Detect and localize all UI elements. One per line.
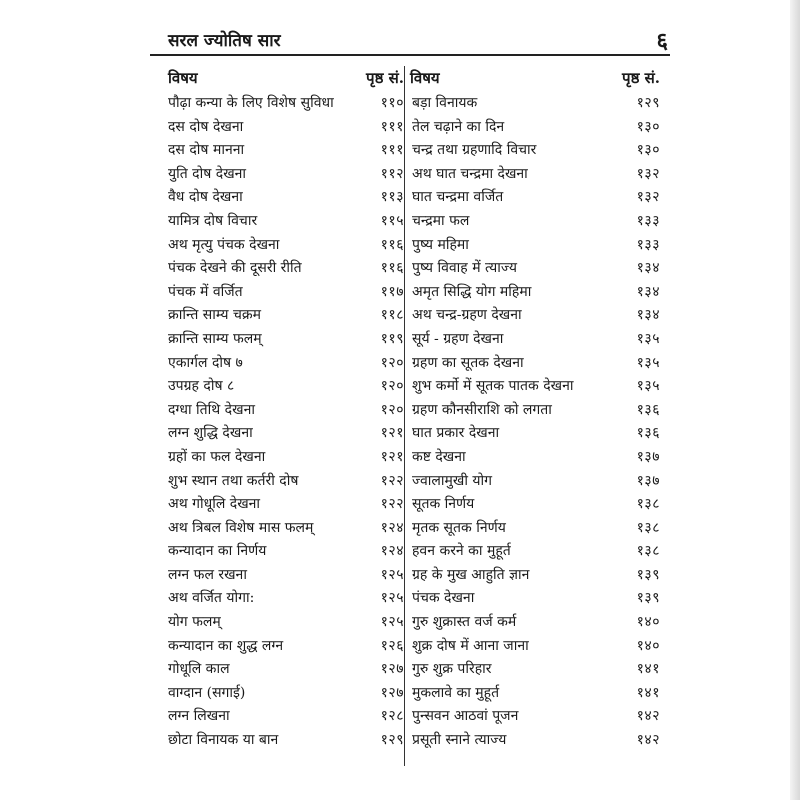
toc-entry-page: १२७: [380, 684, 404, 701]
toc-entry-page: १२०: [380, 354, 404, 371]
toc-entry-subject: सूतक निर्णय: [412, 496, 475, 513]
toc-entry: [410, 446, 660, 470]
toc-entry-subject: गुरु शुक्र परिहार: [412, 661, 492, 678]
toc-entry-subject: लग्न फल रखना: [168, 566, 247, 583]
toc-entry: [410, 375, 660, 399]
toc-entry-subject: अमृत सिद्धि योग महिमा: [412, 283, 532, 300]
toc-entry: [168, 493, 404, 517]
toc-entry-page: १३०: [636, 118, 660, 135]
toc-entry: [168, 422, 404, 446]
toc-entry: [410, 257, 660, 281]
toc-entry-subject: क्रान्ति साम्य फलम्: [168, 330, 262, 347]
toc-entry-subject: कन्यादान का निर्णय: [168, 543, 267, 560]
toc-entry-page: १३४: [636, 260, 660, 277]
page-heading: पृष्ठ सं.: [366, 69, 404, 87]
toc-entry: [410, 470, 660, 494]
toc-entry-subject: यामित्र दोष विचार: [168, 212, 258, 229]
toc-entry-page: ११२: [380, 165, 404, 182]
toc-entry-page: १३८: [636, 496, 660, 513]
toc-entry: [410, 304, 660, 328]
toc-entry: [410, 234, 660, 258]
toc-entry-page: १३५: [636, 354, 660, 371]
toc-entry: [168, 446, 404, 470]
toc-entry: [168, 540, 404, 564]
toc-entry-subject: दस दोष देखना: [168, 118, 244, 135]
toc-entry-subject: शुक्र दोष में आना जाना: [412, 637, 529, 654]
toc-entry-page: १३२: [636, 165, 660, 182]
toc-entry: [168, 729, 404, 753]
toc-entry-page: १४०: [636, 614, 660, 631]
toc-entry: [410, 705, 660, 729]
toc-entry-subject: बड़ा विनायक: [412, 95, 478, 111]
page-edge-shadow: [790, 0, 800, 800]
toc-entry-subject: छोटा विनायक या बान: [168, 732, 279, 749]
toc-entry: [168, 328, 404, 352]
toc-entry: [410, 587, 660, 611]
toc-entry: [168, 139, 404, 163]
subject-heading: विषय: [168, 69, 198, 87]
toc-entry-subject: पुन्सवन आठवां पूजन: [412, 708, 519, 725]
toc-entry-subject: ग्रहों का फल देखना: [168, 448, 266, 465]
toc-entry-subject: अथ त्रिबल विशेष मास फलम्: [168, 519, 314, 536]
toc-entry-page: १३६: [636, 425, 660, 442]
toc-entry-page: १३५: [636, 330, 660, 347]
toc-entry: [410, 611, 660, 635]
toc-entry-subject: घात चन्द्रमा वर्जित: [412, 189, 504, 206]
toc-entry-page: १३८: [636, 519, 660, 536]
toc-entry: [168, 304, 404, 328]
toc-entry-page: १४१: [636, 684, 660, 701]
toc-entry-subject: लग्न लिखना: [168, 708, 230, 725]
toc-entry-page: १३५: [636, 378, 660, 395]
toc-entry-page: ११०: [380, 95, 404, 111]
toc-entry-subject: तेल चढ़ाने का दिन: [412, 118, 505, 135]
toc-entry-subject: वैध दोष देखना: [168, 189, 243, 206]
toc-entry-subject: दस दोष मानना: [168, 142, 245, 159]
toc-entry-subject: युति दोष देखना: [168, 165, 247, 182]
toc-entry-subject: पौढ़ा कन्या के लिए विशेष सुविधा: [168, 95, 334, 111]
toc-entry: [168, 163, 404, 187]
toc-entry-page: १२६: [380, 637, 404, 654]
toc-entry-page: १२४: [380, 543, 404, 560]
toc-entry-subject: ग्रह के मुख आहुति ज्ञान: [412, 566, 530, 583]
toc-entry: [410, 352, 660, 376]
toc-entry: [410, 564, 660, 588]
toc-entry-subject: क्रान्ति साम्य चक्रम: [168, 307, 261, 324]
toc-entry: [168, 587, 404, 611]
toc-entry: [168, 611, 404, 635]
toc-entry-page: १२०: [380, 378, 404, 395]
toc-entry-subject: योग फलम्: [168, 614, 221, 631]
toc-entry-subject: गोधूलि काल: [168, 661, 230, 678]
toc-entry-page: १२५: [380, 614, 404, 631]
toc-entry-page: १३९: [636, 590, 660, 607]
column-divider: [404, 66, 405, 766]
toc-entry-subject: कन्यादान का शुद्ध लग्न: [168, 637, 284, 654]
toc-entry-page: १३०: [636, 142, 660, 159]
toc-entry: [410, 517, 660, 541]
toc-entry: [410, 399, 660, 423]
toc-entry-page: १२८: [380, 708, 404, 725]
toc-entry: [168, 470, 404, 494]
toc-entry: [410, 163, 660, 187]
page-number: ६: [656, 28, 668, 54]
book-title: सरल ज्योतिष सार: [168, 31, 281, 51]
toc-entry: [168, 257, 404, 281]
subject-heading: विषय: [410, 69, 440, 87]
toc-entry-subject: अथ चन्द्र-ग्रहण देखना: [412, 307, 522, 324]
toc-entry-page: १२२: [380, 472, 404, 489]
toc-entry: [168, 186, 404, 210]
toc-entry-subject: अथ गोधूलि देखना: [168, 496, 261, 513]
toc-entry-page: १११: [380, 142, 404, 159]
toc-entry: [410, 116, 660, 140]
toc-entry-subject: चन्द्रमा फल: [412, 212, 470, 229]
toc-entry: [410, 729, 660, 753]
toc-entry-page: ११६: [380, 260, 404, 277]
toc-entry-page: १३७: [636, 472, 660, 489]
toc-entry: [410, 328, 660, 352]
toc-entry-subject: पुष्य विवाह में त्याज्य: [412, 260, 517, 277]
toc-entry: [410, 540, 660, 564]
toc-entry-page: १३६: [636, 401, 660, 418]
toc-entry: [410, 92, 660, 116]
toc-column-left: [168, 66, 404, 753]
toc-entry-subject: अथ घात चन्द्रमा देखना: [412, 165, 528, 182]
toc-entry: [168, 564, 404, 588]
toc-entry-page: ११३: [380, 189, 404, 206]
toc-entry: [168, 281, 404, 305]
toc-entry-subject: लग्न शुद्धि देखना: [168, 425, 253, 442]
toc-entry: [168, 517, 404, 541]
column-header-left: [168, 66, 404, 92]
toc-entry-subject: पंचक देखने की दूसरी रीति: [168, 260, 302, 277]
toc-entry-page: १२५: [380, 566, 404, 583]
toc-entry-page: १२०: [380, 401, 404, 418]
page-heading: पृष्ठ सं.: [622, 69, 660, 87]
toc-entry-subject: ज्वालामुखी योग: [412, 472, 493, 489]
toc-entry-page: १२१: [380, 448, 404, 465]
toc-entry-subject: पंचक में वर्जित: [168, 283, 243, 300]
toc-entry-subject: ग्रहण का सूतक देखना: [412, 354, 524, 371]
toc-entry: [168, 682, 404, 706]
toc-entry-subject: गुरु शुक्रास्त वर्ज कर्म: [412, 614, 517, 631]
toc-entry-subject: एकार्गल दोष ७: [168, 354, 243, 371]
toc-entry: [168, 375, 404, 399]
toc-entry: [168, 658, 404, 682]
toc-entry-subject: ग्रहण कौनसीराशि को लगता: [412, 401, 552, 418]
toc-entry-page: ११५: [380, 212, 404, 229]
toc-entry-page: १३८: [636, 543, 660, 560]
toc-entry-page: १३४: [636, 283, 660, 300]
toc-entry-page: १३४: [636, 307, 660, 324]
toc-entry-subject: दग्धा तिथि देखना: [168, 401, 255, 418]
toc-entry: [168, 234, 404, 258]
toc-entry-page: १३७: [636, 448, 660, 465]
toc-column-right: [410, 66, 660, 753]
toc-entry: [168, 92, 404, 116]
toc-entry: [168, 116, 404, 140]
toc-entry-page: १११: [380, 118, 404, 135]
toc-entry-page: १४२: [636, 732, 660, 749]
toc-entry: [168, 352, 404, 376]
toc-entry: [410, 210, 660, 234]
toc-entry-page: १२७: [380, 661, 404, 678]
toc-entry-page: १२२: [380, 496, 404, 513]
toc-entry-page: १२५: [380, 590, 404, 607]
toc-entry-subject: पुष्य महिमा: [412, 236, 469, 253]
toc-entry-subject: प्रसूती स्नाने त्याज्य: [412, 732, 507, 749]
toc-entry-page: १२१: [380, 425, 404, 442]
toc-entry-subject: मृतक सूतक निर्णय: [412, 519, 506, 536]
toc-entry-page: १३३: [636, 236, 660, 253]
toc-entry-page: ११८: [380, 307, 404, 324]
toc-entry-page: १३३: [636, 212, 660, 229]
toc-entry-page: ११६: [380, 236, 404, 253]
toc-entry: [410, 493, 660, 517]
toc-entry-page: १२९: [380, 732, 404, 749]
toc-entry-page: १४२: [636, 708, 660, 725]
toc-entry-page: १३९: [636, 566, 660, 583]
toc-entry-page: ११९: [380, 330, 404, 347]
toc-entry-page: १३२: [636, 189, 660, 206]
toc-entry-page: १२४: [380, 519, 404, 536]
toc-entry: [410, 682, 660, 706]
toc-entry-subject: शुभ स्थान तथा कर्तरी दोष: [168, 472, 299, 489]
toc-entry-subject: मुकलावे का मुहूर्त: [412, 684, 500, 701]
toc-entry: [410, 422, 660, 446]
running-head: [168, 28, 668, 54]
toc-entry-subject: अथ मृत्यु पंचक देखना: [168, 236, 280, 253]
toc-entry: [410, 186, 660, 210]
toc-entry-subject: सूर्य - ग्रहण देखना: [412, 330, 504, 347]
toc-entry-subject: पंचक देखना: [412, 590, 475, 607]
toc-entry: [168, 705, 404, 729]
toc-entry-subject: घात प्रकार देखना: [412, 425, 500, 442]
toc-entry-subject: शुभ कर्मो में सूतक पातक देखना: [412, 378, 574, 395]
toc-entry: [410, 635, 660, 659]
toc-entry-subject: हवन करने का मुहूर्त: [412, 543, 511, 560]
toc-entry: [410, 658, 660, 682]
header-rule: [150, 54, 670, 56]
toc-entry-subject: चन्द्र तथा ग्रहणादि विचार: [412, 142, 537, 159]
toc-entry-page: ११७: [380, 283, 404, 300]
toc-entry-subject: वाग्दान (सगाई): [168, 684, 246, 701]
toc-entry: [168, 635, 404, 659]
column-header-right: [410, 66, 660, 92]
toc-entry: [410, 139, 660, 163]
toc-entry-page: १४१: [636, 661, 660, 678]
toc-entry: [168, 210, 404, 234]
toc-entry-page: १२९: [636, 95, 660, 111]
toc-entry: [168, 399, 404, 423]
toc-entry-page: १४०: [636, 637, 660, 654]
toc-entry-subject: अथ वर्जित योगा:: [168, 590, 255, 607]
toc-entry: [410, 281, 660, 305]
toc-entry-subject: उपग्रह दोष ८: [168, 378, 235, 395]
toc-entry-subject: कष्ट देखना: [412, 448, 466, 465]
